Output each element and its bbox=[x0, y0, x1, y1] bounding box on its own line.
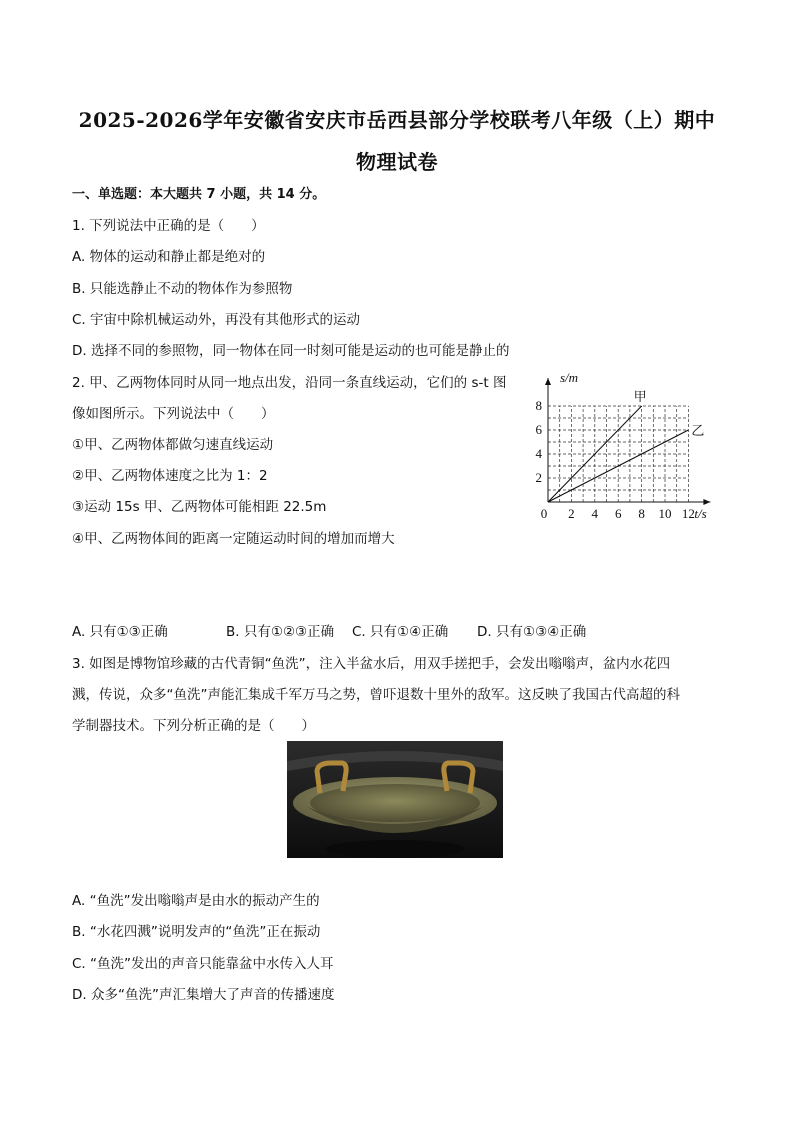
x-tick-label: 6 bbox=[614, 506, 622, 521]
graph-grid bbox=[548, 406, 688, 502]
page-subtitle: 物理试卷 bbox=[356, 150, 438, 174]
section-heading: 一、单选题：本大题共 7 小题，共 14 分。 bbox=[72, 187, 326, 202]
y-tick-label: 8 bbox=[535, 398, 542, 413]
q1-option-a: A. 物体的运动和静止都是绝对的 bbox=[72, 249, 266, 265]
x-tick-label: 10 bbox=[658, 506, 672, 521]
q3-option-d: D. 众多“鱼洗”声汇集增大了声音的传播速度 bbox=[72, 987, 335, 1003]
q2-option-c: C. 只有①④正确 bbox=[352, 624, 449, 640]
x-tick-label: 12 bbox=[681, 506, 695, 521]
st-graph bbox=[528, 372, 728, 522]
y-axis-arrow bbox=[545, 378, 551, 385]
q2-statement-3: ③运动 15s 甲、乙两物体可能相距 22.5m bbox=[72, 499, 327, 515]
q1-option-c: C. 宇宙中除机械运动外，再没有其他形式的运动 bbox=[72, 312, 361, 328]
q2-option-b: B. 只有①②③正确 bbox=[226, 624, 335, 640]
q2-option-d: D. 只有①③④正确 bbox=[477, 624, 587, 640]
q2-stem-line2: 像如图所示。下列说法中（ ） bbox=[72, 406, 275, 422]
graph-labels bbox=[536, 372, 707, 521]
x-tick-label: 4 bbox=[591, 506, 599, 521]
y-tick-label: 2 bbox=[535, 470, 542, 485]
y-tick-label: 6 bbox=[535, 422, 542, 437]
q3-stem-line2: 溅，传说，众多“鱼洗”声能汇集成千军万马之势，曾吓退数十里外的敌军。这反映了我国古代高超的科 bbox=[72, 687, 680, 703]
q1-option-d: D. 选择不同的参照物，同一物体在同一时刻可能是运动的也可能是静止的 bbox=[72, 343, 510, 359]
q3-option-c: C. “鱼洗”发出的声音只能靠盆中水传入人耳 bbox=[72, 956, 334, 972]
q1-stem: 1. 下列说法中正确的是（ ） bbox=[72, 218, 265, 234]
q1-option-b: B. 只能选静止不动的物体作为参照物 bbox=[72, 281, 293, 297]
q2-stem-line1: 2. 甲、乙两物体同时从同一地点出发，沿同一条直线运动，它们的 s-t 图 bbox=[72, 375, 507, 391]
q2-statement-1: ①甲、乙两物体都做匀速直线运动 bbox=[72, 437, 274, 453]
x-axis-arrow bbox=[703, 499, 710, 505]
series-label-jia: 甲 bbox=[633, 389, 647, 404]
series-label-yi: 乙 bbox=[691, 423, 705, 438]
x-tick-label: 0 bbox=[540, 506, 548, 521]
q3-stem-line3: 学制器技术。下列分析正确的是（ ） bbox=[72, 718, 315, 734]
q3-option-b: B. “水花四溅”说明发声的“鱼洗”正在振动 bbox=[72, 924, 321, 940]
q2-statement-2: ②甲、乙两物体速度之比为 1：2 bbox=[72, 468, 268, 484]
graph-axes bbox=[545, 378, 710, 505]
q3-stem-line1: 3. 如图是博物馆珍藏的古代青铜“鱼洗”，注入半盆水后，用双手搓把手，会发出嗡嗡声，盆内水花四 bbox=[72, 656, 671, 672]
bronze-basin-photo bbox=[287, 741, 503, 858]
q2-option-a: A. 只有①③正确 bbox=[72, 624, 168, 640]
q3-option-a: A. “鱼洗”发出嗡嗡声是由水的振动产生的 bbox=[72, 893, 320, 909]
y-tick-label: 4 bbox=[535, 446, 542, 461]
page-title: 2025-2026学年安徽省安庆市岳西县部分学校联考八年级（上）期中 bbox=[78, 108, 716, 132]
y-axis-label: s/m bbox=[560, 372, 579, 385]
x-tick-label: 8 bbox=[638, 506, 645, 521]
x-axis-label: t/s bbox=[694, 506, 707, 521]
x-tick-label: 2 bbox=[568, 506, 575, 521]
q2-statement-4: ④甲、乙两物体间的距离一定随运动时间的增加而增大 bbox=[72, 531, 395, 547]
